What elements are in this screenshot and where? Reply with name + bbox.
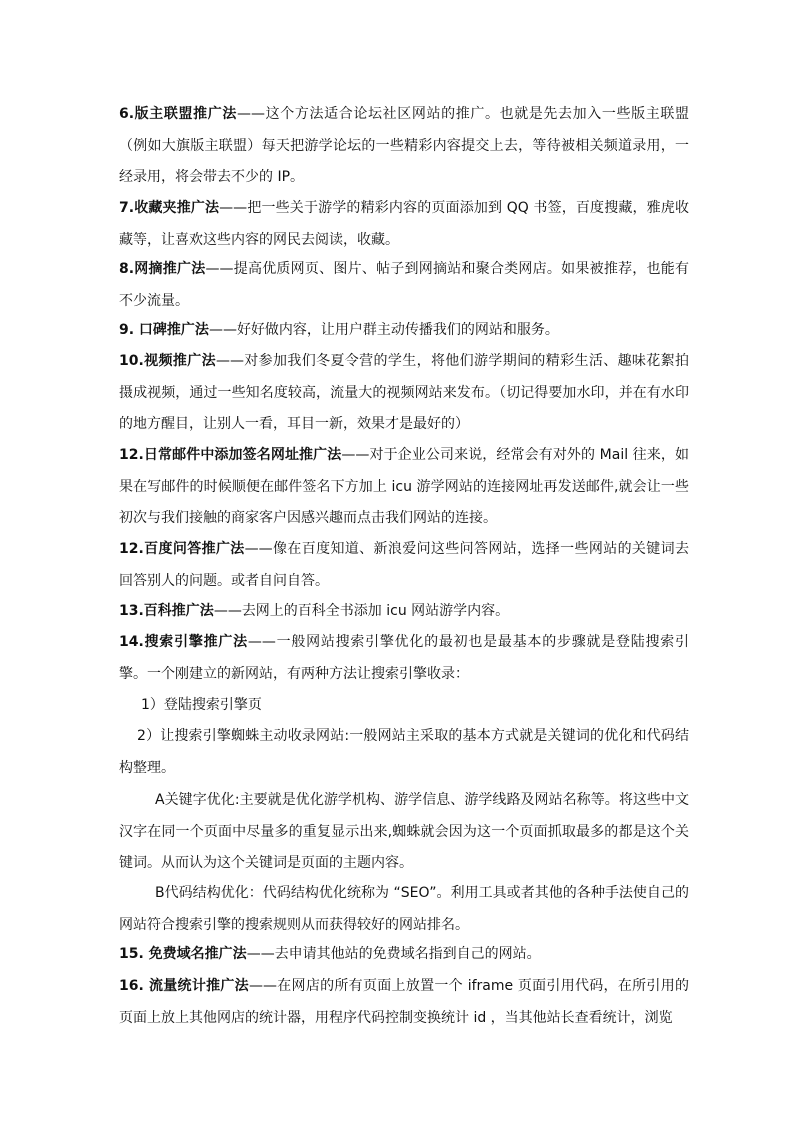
paragraph-heading: 10.视频推广法 — [119, 353, 216, 369]
paragraph-heading: 6.版主联盟推广法 — [119, 106, 238, 122]
paragraph-10 — [119, 346, 689, 441]
paragraph-text: ——一般网站搜索引擎优化的最初也是最基本的步骤就是登陆搜索引擎。一个刚建立的新网站，有两种方法让搜索引擎收录： — [119, 634, 689, 682]
paragraph-text: ——把一些关于游学的精彩内容的页面添加到 QQ 书签，百度搜藏，雅虎收藏等，让喜欢这些内容的网民去阅读，收藏。 — [119, 200, 689, 248]
paragraph-14 — [119, 627, 689, 690]
sub-paragraph-b — [119, 878, 689, 941]
sub-paragraph-a — [119, 785, 689, 880]
paragraph-16 — [119, 971, 689, 1034]
paragraph-heading: 7.收藏夹推广法 — [119, 200, 220, 216]
paragraph-heading: 8.网摘推广法 — [119, 261, 206, 277]
paragraph-heading: 13.百科推广法 — [119, 603, 214, 619]
paragraph-heading: 12.百度问答推广法 — [119, 541, 245, 557]
paragraph-text: ——好好做内容，让用户群主动传播我们的网站和服务。 — [208, 322, 559, 338]
paragraph-8 — [119, 254, 689, 317]
paragraph-text: ——对于企业公司来说，经常会有对外的 Mail 往来，如果在写邮件的时候顺便在邮件签名下方加上 icu 游学网站的连接网址再发送邮件,就会让一些初次与我们接触的商家客户因感兴趣而点击我们网站的连接。 — [119, 447, 689, 526]
paragraph-12-mail — [119, 440, 689, 535]
paragraph-text: ——像在百度知道、新浪爱问这些问答网站，选择一些网站的关键词去回答别人的问题。或者自问自答。 — [119, 541, 689, 589]
list-item-2 — [119, 721, 689, 784]
paragraph-15 — [119, 939, 689, 971]
paragraph-9 — [119, 315, 689, 347]
paragraph-heading: 15. 免费域名推广法 — [119, 946, 247, 962]
paragraph-heading: 12.日常邮件中添加签名网址推广法 — [119, 447, 342, 463]
paragraph-text: A关键字优化:主要就是优化游学机构、游学信息、游学线路及网站名称等。将这些中文汉字在同一个页面中尽量多的重复显示出来,蜘蛛就会因为这一个页面抓取最多的都是这个关键词。从而认为这个关键词是页面的主题内容。 — [119, 792, 689, 871]
paragraph-13 — [119, 596, 689, 628]
paragraph-text: ——对参加我们冬夏令营的学生，将他们游学期间的精彩生活、趣味花絮拍摄成视频，通过一些知名度较高，流量大的视频网站来发布。（切记得要加水印，并在有水印的地方醒目，让别人一看，耳目一新，效果才是最好的） — [119, 353, 690, 432]
paragraph-text: ——这个方法适合论坛社区网站的推广。也就是先去加入一些版主联盟（例如大旗版主联盟）每天把游学论坛的一些精彩内容提交上去，等待被相关频道录用，一经录用，将会带去不少的 IP。 — [119, 106, 690, 185]
paragraph-heading: 14.搜索引擎推广法 — [119, 634, 248, 650]
paragraph-text: ——在网店的所有页面上放置一个 iframe 页面引用代码，在所引用的页面上放上其他网店的统计器，用程序代码控制变换统计 id ，当其他站长查看统计，浏览 — [119, 978, 689, 1026]
paragraph-heading: 16. 流量统计推广法 — [119, 978, 249, 994]
list-item-text: 1）登陆搜索引擎页 — [141, 697, 262, 713]
list-item-1 — [141, 690, 689, 722]
paragraph-heading: 9. 口碑推广法 — [119, 322, 209, 338]
paragraph-12-qa — [119, 534, 689, 597]
paragraph-text: ——去申请其他站的免费域名指到自己的网站。 — [246, 946, 541, 962]
paragraph-text: ——提高优质网页、图片、帖子到网摘站和聚合类网店。如果被推荐，也能有不少流量。 — [119, 261, 690, 309]
paragraph-7 — [119, 193, 689, 256]
paragraph-text: ——去网上的百科全书添加 icu 网站游学内容。 — [213, 603, 510, 619]
list-item-text: 2）让搜索引擎蜘蛛主动收录网站:一般网站主采取的基本方式就是关键词的优化和代码结构整理。 — [119, 728, 689, 776]
paragraph-6 — [119, 99, 689, 194]
paragraph-text: B代码结构优化：代码结构优化统称为 “SEO”。利用工具或者其他的各种手法使自己的网站符合搜索引擎的搜索规则从而获得较好的网站排名。 — [119, 885, 689, 933]
